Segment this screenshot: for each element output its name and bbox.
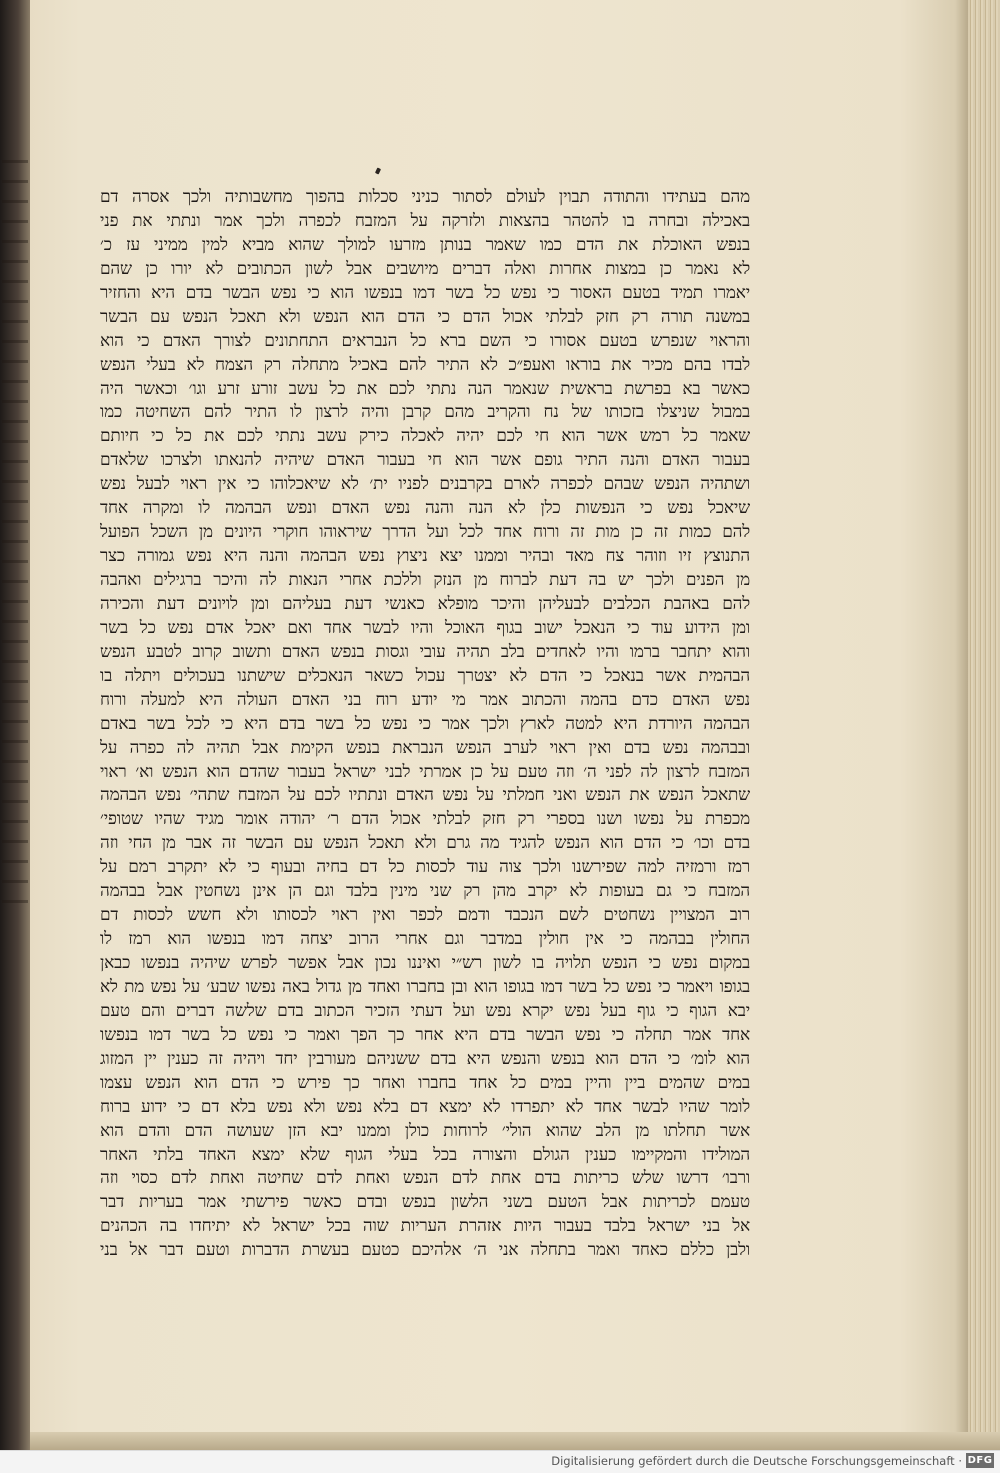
hebrew-text-block: [100, 186, 750, 1261]
text-line: לבדו בהם מכיר את בוראו ואעפ״כ לא התיר להם באכיל מתחלה רק הצמח לא בעלי הנפש: [100, 354, 750, 375]
text-line: הבהמה היורדת היא למטה לארץ ולכך אמר כי נפש כל בשר בדם היא כי לכל בשר באדם: [100, 713, 750, 734]
text-line: באכילה ובחרה בו להטהר בהצאות ולזרקה על המזבח לכפרה ולכך אמר ונתתי את פני: [100, 210, 750, 231]
text-line: המזבח כי גם בעופות לא יקרב מהן רק שני מינין בלבד וגם הן אינן נשחטין אבל בבהמה: [100, 881, 750, 902]
text-line: להם כמות זה כן מות זה ורוח אחד לכל ועל הדרך שיראוהו חוקרי היונים מן השכל הפועל: [100, 522, 750, 543]
text-line: ולבן כללם כאחד ואמר בתחלה אני ה׳ אלהיכם כטעם בעשרת הדברות וטעם דבר אל בני: [100, 1240, 750, 1261]
text-line: אחד אמר תחלה כי נפש הבשר בדם היא אחר כך הפך ואמר כי נפש כל בשר דמו בנפשו: [100, 1024, 750, 1045]
text-line: לא נאמר כן במצות אחרות ואלה דברים מיושבים אבל לשון הכתובים לא יורו כן שהם: [100, 258, 750, 279]
text-line: רמז ורמזיה למה שפירשנו ולכך צוה עוד לכסות כל דם בחיה ובעוף כי לא יתקרב רמם על: [100, 857, 750, 878]
text-line: נפש האדם כדם בהמה והכתוב אמר מי יודע רוח בני האדם העולה היא למעלה ורוח: [100, 689, 750, 710]
page-bottom-edge: [30, 1432, 1000, 1450]
dfg-logo: DFG: [967, 1455, 993, 1466]
text-line: מן הפנים ולכך יש בה דעת לברוח מן הנזק וללכת אחרי הנאות לה והיכר ברגילים ואהבה: [100, 570, 750, 590]
facing-page-edge: [0, 0, 30, 1450]
text-line: המזבח לרצון לה לפני ה׳ וזה טעם על כן אמרתי לבני ישראל בעבור שהדם הוא הנפש וא׳ ראוי: [100, 761, 750, 782]
text-line: להם באהבת הכלבים לבעליהן והיכר מופלא כאנשי דעת בעליהם ומן לויונים דעת והכירה: [100, 593, 750, 614]
text-line: במים שהמים ביין והיין במים כל אחד בחברו ואחר כך פירש כי הדם הוא הנפש עצמו: [100, 1072, 750, 1093]
text-line: בדם וכו׳ כי הדם הוא הנפש להגיד מה גרם ולא תאכל הנפש עם הבשר זה אבר מן החי וזה: [100, 833, 750, 854]
text-line: מכפרת על נפשו ושנו בספרי רק חזק לבלתי אכול הדם ר׳ יהודה אומר מגיד שהיו שטופי׳: [100, 809, 750, 830]
text-line: המולידו והמקיימו כענין הגולם והצורה בכל בעלי הגוף שלא ימצא האחד בלתי האחר: [100, 1144, 750, 1165]
text-line: במשנה תורה רק חזק לבלתי אכול הדם כי הדם הוא הנפש ולא תאכל הנפש עם הבשר: [100, 306, 750, 327]
text-line: טעמם לכריתות אבל הטעם בשני הלשון בנפש ובדם כאשר פירשתי אמר בעריות דבר: [100, 1192, 750, 1213]
text-line: במבול שניצלו בזכותו של נח והקריב מהם קרבן והיה לרצון לו התיר להם השחיטה כמו: [100, 402, 750, 423]
text-line: מהם בעתידו והתודה תבוין לעולם לסתור כניני סכלות בהפוך מחשבותיה ולכך אסרה דם: [100, 187, 750, 207]
text-line: ורבו׳ דרשו שלש כריתות בדם אחת לדם הנפש ואחת לדם שחיטה ואחת לדם כסוי וזה: [100, 1168, 750, 1189]
text-line: התנוצץ זיו וזוהר צח מאד ובהיר וממנו יצא ניצוץ נפש הבהמה והנה היא נפש גמורה כצר: [100, 546, 750, 567]
text-line: בגופו ויאמר כי נפש כל בשר דמו בגופו הוא ובן בחברו ואחד מן גדול באה נפשו שבע׳ על נפש מת לא: [100, 976, 750, 997]
text-line: אשר תחלתו מן הלב שהוא הולי׳ לרוחות כולן וממנו יבא הזן שעושה הדם והדם הוא: [100, 1120, 750, 1141]
text-line: והראוי שנפרש בטעם אסורו כי השם ברא כל הנבראים התחתונים לצורך האדם כי הוא: [100, 330, 750, 351]
text-line: הבהמית אשר בנאכל כי הדם לא יצטרך עכול כשאר הנאכלים שישתנו בעכולים ויתלה בו: [100, 665, 750, 686]
text-line: רוב המצויין נשחטים לשם הנכבד ודמם לכפר ואין ראוי לכסותו ולא חשש לכסות דם: [100, 905, 750, 926]
text-line: יבא הגוף כי גוף בעל נפש יקרא נפש ועל דעתי הזכיר הכתוב בדם שלשה דברים והם טעם: [100, 1000, 750, 1021]
text-line: בעבור האדם והנה התיר גופם אשר הוא חי בעבור האדם שיהיה להנאתו ולצרכו שלאדם: [100, 450, 750, 471]
text-line: ובבהמה נפש בדם ואין ראוי לערב הנפש הנבראת בנפש הקימת אבל תהיה לה כפרה על: [100, 737, 750, 758]
text-line: ושתהיה הנפש שבהם לכפרה לארם בקרבנים לפניו ית׳ לא שיאכלוהו כי אין ראוי לבעל נפש: [100, 474, 750, 495]
text-line: שתאכל הנפש את הנפש ואני חמלתי על נפש האדם ונתתיו לכם על המזבח שתהי׳ נפש הבהמה: [100, 785, 750, 806]
text-line: שיאכל נפש כי הנפשות כלן לא הנה והנה נפש האדם ונפש הבהמה לו ומקרה אחד: [100, 498, 750, 519]
ink-speck: [375, 167, 381, 174]
text-line: במקום נפש כי הנפש תלויה בו לשון רש״י ואיננו נכון אבל אפשר לפרש שיהיה בנפשו כבאן: [100, 953, 750, 973]
text-line: יאמרו תמיד בטעם האסור כי נפש כל בשר דמו בנפשו הוא כי נפש הבשר בדם היא והחזיר: [100, 282, 750, 303]
text-line: החולין בבהמה כי אין חולין במדבר וגם אחרי הרוב יצחה דמו בנפשו הוא רמז לו: [100, 929, 750, 950]
funding-credit: Digitalisierung gefördert durch die Deutsche Forschungsgemeinschaft ·: [551, 1454, 962, 1468]
text-line: הוא לומ׳ כי הדם הוא בנפש והנפש היא בדם ששניהם מעורבין יחד ויהיה זה כענין יין המזוג: [100, 1048, 750, 1069]
text-line: אל בני ישראל בלבד בעבור היות אזהרת העריות שוה בכל ישראל לא יתיחדו בה הכהנים: [100, 1216, 750, 1237]
text-line: לומר שהיו לבשר אחד לא יתפרדו לא ימצא דם בלא נפש ולא נפש בלא דם כי ידוע ברוח: [100, 1096, 750, 1117]
page-stack-edge: [968, 0, 1000, 1450]
text-line: שאמר כל רמש אשר הוא חי לכם יהיה לאכלה כירק עשב נתתי לכם את כל כי חיותם: [100, 426, 750, 447]
text-line: והוא יתחבר ברמו והיו לאחדים בלב תהיה עובי וגסות בנפש האדם ותשוב קרוב לטבע הנפש: [100, 641, 750, 662]
text-line: ומן הידוע עוד כי הנאכל ישוב בגוף האוכל והיו לבשר אחד ואם יאכל אדם נפש כל בשר: [100, 617, 750, 638]
text-line: כאשר בא בפרשת בראשית שנאמר הנה נתתי לכם את כל עשב זורע זרע וגו׳ וכאשר היה: [100, 378, 750, 399]
text-line: בנפש האוכלת את הדם כמו שאמר בנותן מזרעו למולך שהוא מביא למין ממיני עז כ׳: [100, 234, 750, 255]
